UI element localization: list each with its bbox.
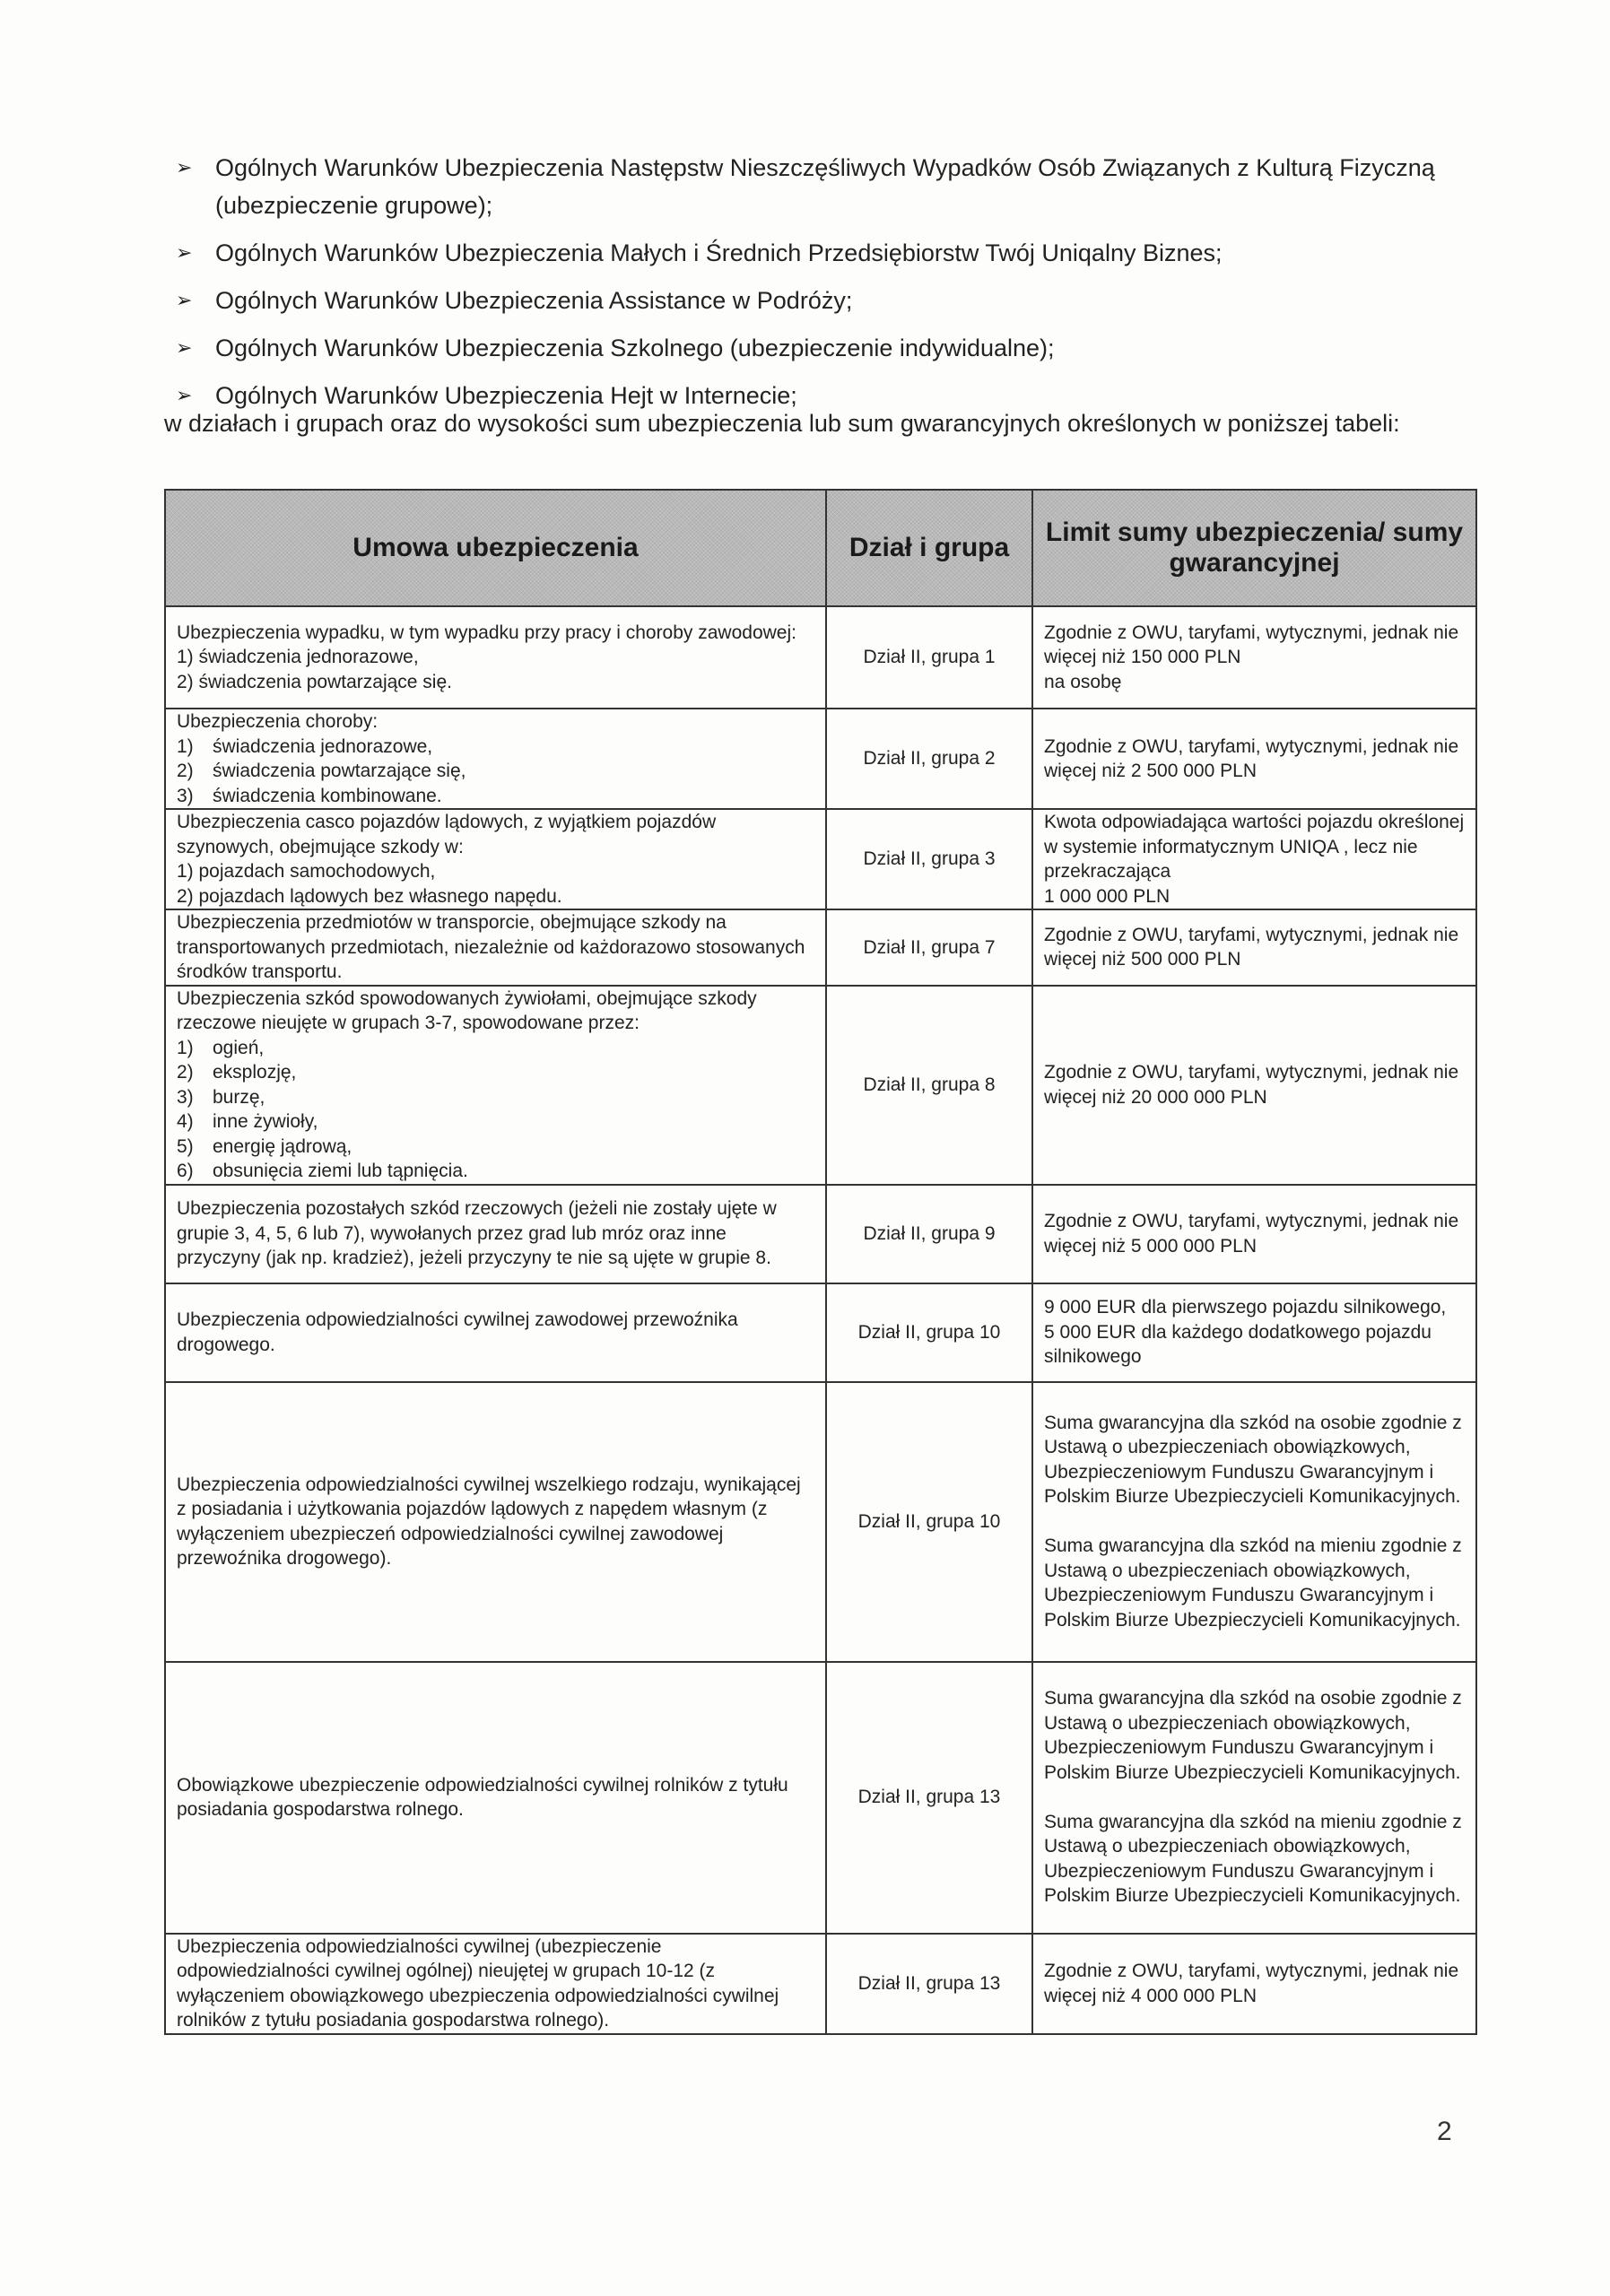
cell-limit: [1032, 1934, 1476, 2034]
table-body: [165, 606, 1476, 2034]
cell-umowa: [165, 986, 826, 1185]
limit-text: 9 000 EUR dla pierwszego pojazdu silnikowego,: [1044, 1297, 1447, 1318]
bullet-text: Ogólnych Warunków Ubezpieczenia Assistance w Podróży;: [215, 287, 853, 314]
limit-text: 5 000 EUR dla każdego dodatkowego pojazdu silnikowego: [1044, 1321, 1437, 1368]
cell-limit: [1032, 1185, 1476, 1283]
umowa-list-item: [177, 1159, 814, 1184]
arrowhead-bullet-icon: ➢: [176, 241, 193, 264]
limit-text: Zgodnie z OWU, taryfami, wytycznymi, jednak nie więcej niż 150 000 PLN: [1044, 622, 1464, 668]
limit-text: [1044, 1785, 1465, 1810]
umowa-list-item: [177, 1109, 814, 1135]
table-row: [165, 986, 1476, 1185]
list-text: świadczenia powtarzające się,: [213, 761, 466, 781]
page-number: 2: [1437, 2117, 1452, 2146]
table-row: [165, 1283, 1476, 1382]
umowa-description: Ubezpieczenia przedmiotów w transporcie, obejmujące szkody na transportowanych przedmiotach, niezależnie od każdorazowo stosowanych środków transportu.: [177, 912, 811, 982]
cell-umowa: [165, 1283, 826, 1382]
umowa-list-item: [177, 735, 814, 760]
limit-text: Suma gwarancyjna dla szkód na osobie zgodnie z Ustawą o ubezpieczeniach obowiązkowych, Ubezpieczeniowym Funduszu Gwarancyjnym i Polskim Biurze Ubezpieczycieli Komunikacyjnych.: [1044, 1688, 1467, 1783]
umowa-description: Ubezpieczenia casco pojazdów lądowych, z wyjątkiem pojazdów szynowych, obejmujące szkody w:: [177, 812, 721, 857]
limit-text: Zgodnie z OWU, taryfami, wytycznymi, jednak nie więcej niż 500 000 PLN: [1044, 924, 1464, 970]
table-row: [165, 909, 1476, 986]
cell-dzial-grupa: Dział II, grupa 8: [826, 986, 1032, 1185]
list-number: 3): [177, 1086, 194, 1108]
bullet-text: Ogólnych Warunków Ubezpieczenia Hejt w Internecie;: [215, 382, 797, 409]
table-row: [165, 809, 1476, 909]
arrowhead-bullet-icon: ➢: [176, 156, 193, 178]
list-number: 6): [177, 1161, 194, 1181]
cell-umowa: [165, 809, 826, 909]
umowa-list-item: [177, 1135, 814, 1160]
cell-limit: [1032, 1382, 1476, 1662]
umowa-list-item: [177, 1036, 814, 1061]
cell-dzial-grupa: Dział II, grupa 13: [826, 1934, 1032, 2034]
limit-text: Kwota odpowiadająca wartości pojazdu określonej w systemie informatycznym UNIQA , lecz nie przekraczająca: [1044, 812, 1469, 882]
header-umowa: Umowa ubezpieczenia: [165, 490, 826, 606]
list-text: świadczenia jednorazowe,: [213, 735, 433, 757]
bullet-item: [176, 234, 1485, 272]
list-number: 2): [177, 761, 194, 781]
umowa-description: Ubezpieczenia odpowiedzialności cywilnej zawodowej przewoźnika drogowego.: [177, 1309, 744, 1355]
intro-paragraph: w działach i grupach oraz do wysokości sum ubezpieczenia lub sum gwarancyjnych określonych w poniższej tabeli:: [164, 410, 1400, 437]
cell-umowa: [165, 1185, 826, 1283]
limit-text: [1044, 1509, 1465, 1535]
umowa-list-item: [177, 1060, 814, 1085]
list-number: 1): [177, 735, 194, 757]
arrowhead-bullet-icon: ➢: [176, 289, 193, 311]
bullet-list: [176, 149, 1485, 424]
cell-dzial-grupa: Dział II, grupa 2: [826, 709, 1032, 809]
cell-limit: [1032, 809, 1476, 909]
header-limit: Limit sumy ubezpieczenia/ sumy gwarancyjnej: [1032, 490, 1476, 606]
list-number: 2): [177, 1062, 194, 1083]
table-row: [165, 1662, 1476, 1934]
umowa-list-item: 1) świadczenia jednorazowe,: [177, 647, 419, 668]
umowa-description: Ubezpieczenia pozostałych szkód rzeczowych (jeżeli nie zostały ujęte w grupie 3, 4, 5, 6 lub 7), wywołanych przez grad lub mróz oraz inne przyczyny (jak np. kradzież), jeżeli przyczyny te nie są ujęte w grupie 8.: [177, 1198, 782, 1269]
umowa-list-item: [177, 1085, 814, 1110]
cell-dzial-grupa: Dział II, grupa 10: [826, 1283, 1032, 1382]
cell-dzial-grupa: Dział II, grupa 1: [826, 606, 1032, 709]
limit-text: 1 000 000 PLN: [1044, 885, 1171, 907]
umowa-description: Obowiązkowe ubezpieczenie odpowiedzialności cywilnej rolników z tytułu posiadania gospodarstwa rolnego.: [177, 1774, 794, 1820]
list-text: obsunięcia ziemi lub tąpnięcia.: [213, 1161, 468, 1181]
arrowhead-bullet-icon: ➢: [176, 384, 193, 406]
bullet-text: Ogólnych Warunków Ubezpieczenia Małych i Średnich Przedsiębiorstw Twój Uniqalny Biznes;: [215, 239, 1223, 266]
cell-umowa: [165, 1662, 826, 1934]
cell-limit: [1032, 909, 1476, 986]
list-text: świadczenia kombinowane.: [213, 785, 442, 806]
umowa-description: Ubezpieczenia odpowiedzialności cywilnej (ubezpieczenie odpowiedzialności cywilnej ogólnej) nieujętej w grupach 10-12 (z wyłączeniem obowiązkowego ubezpieczenia odpowiedzialności cywilnej rolników z tytułu posiadania gospodarstwa rolnego).: [177, 1935, 785, 2031]
list-number: 1): [177, 1037, 194, 1058]
limit-text: Zgodnie z OWU, taryfami, wytycznymi, jednak nie więcej niż 20 000 000 PLN: [1044, 1062, 1464, 1108]
umowa-list-item: 2) pojazdach lądowych bez własnego napędu.: [177, 885, 562, 907]
cell-dzial-grupa: Dział II, grupa 3: [826, 809, 1032, 909]
cell-dzial-grupa: Dział II, grupa 9: [826, 1185, 1032, 1283]
cell-limit: [1032, 1283, 1476, 1382]
list-number: 5): [177, 1135, 194, 1157]
bullet-item: [176, 149, 1485, 224]
list-text: energię jądrową,: [213, 1135, 352, 1157]
cell-dzial-grupa: Dział II, grupa 13: [826, 1662, 1032, 1934]
cell-limit: [1032, 986, 1476, 1185]
table-row: [165, 709, 1476, 809]
limit-text: Zgodnie z OWU, taryfami, wytycznymi, jednak nie więcej niż 5 000 000 PLN: [1044, 1211, 1464, 1257]
umowa-list-item: [177, 784, 814, 809]
list-text: inne żywioły,: [213, 1111, 318, 1132]
cell-umowa: [165, 606, 826, 709]
table-row: [165, 1934, 1476, 2034]
limit-text: Zgodnie z OWU, taryfami, wytycznymi, jednak nie więcej niż 4 000 000 PLN: [1044, 1961, 1464, 2006]
limit-text: Zgodnie z OWU, taryfami, wytycznymi, jednak nie więcej niż 2 500 000 PLN: [1044, 735, 1464, 781]
umowa-list-item: 1) pojazdach samochodowych,: [177, 861, 436, 882]
list-text: ogień,: [213, 1037, 265, 1058]
cell-limit: [1032, 1662, 1476, 1934]
limit-text: na osobę: [1044, 671, 1122, 692]
umowa-description: Ubezpieczenia szkód spowodowanych żywiołami, obejmujące szkody rzeczowe nieujęte w grupach 3-7, spowodowane przez:: [177, 987, 762, 1033]
umowa-description: Ubezpieczenia wypadku, w tym wypadku przy pracy i choroby zawodowej:: [177, 622, 796, 643]
list-number: 4): [177, 1111, 194, 1132]
limit-text: Suma gwarancyjna dla szkód na mieniu zgodnie z Ustawą o ubezpieczeniach obowiązkowych, Ubezpieczeniowym Funduszu Gwarancyjnym i Polskim Biurze Ubezpieczycieli Komunikacyjnych.: [1044, 1535, 1467, 1631]
limit-text: Suma gwarancyjna dla szkód na mieniu zgodnie z Ustawą o ubezpieczeniach obowiązkowych, Ubezpieczeniowym Funduszu Gwarancyjnym i Polskim Biurze Ubezpieczycieli Komunikacyjnych.: [1044, 1811, 1467, 1907]
list-number: 3): [177, 785, 194, 806]
bullet-item: [176, 329, 1485, 367]
table-row: [165, 1185, 1476, 1283]
umowa-list-item: [177, 759, 814, 784]
cell-limit: [1032, 606, 1476, 709]
umowa-description: Ubezpieczenia odpowiedzialności cywilnej wszelkiego rodzaju, wynikającej z posiadania i użytkowania pojazdów lądowych z napędem własnym (z wyłączeniem ubezpieczeń odpowiedzialności cywilnej zawodowej przewoźnika drogowego).: [177, 1474, 806, 1569]
cell-umowa: [165, 1934, 826, 2034]
table-row: [165, 606, 1476, 709]
cell-umowa: [165, 709, 826, 809]
cell-umowa: [165, 909, 826, 986]
umowa-list-item: 2) świadczenia powtarzające się.: [177, 671, 452, 692]
arrowhead-bullet-icon: ➢: [176, 336, 193, 359]
cell-umowa: [165, 1382, 826, 1662]
bullet-text: Ogólnych Warunków Ubezpieczenia Następstw Nieszczęśliwych Wypadków Osób Związanych z Kulturą Fizyczną (ubezpieczenie grupowe);: [215, 154, 1435, 219]
table-row: [165, 1382, 1476, 1662]
bullet-text: Ogólnych Warunków Ubezpieczenia Szkolnego (ubezpieczenie indywidualne);: [215, 335, 1055, 361]
cell-dzial-grupa: Dział II, grupa 10: [826, 1382, 1032, 1662]
header-dzial: Dział i grupa: [826, 490, 1032, 606]
table-header-row: [165, 490, 1476, 606]
umowa-description: Ubezpieczenia choroby:: [177, 711, 379, 732]
insurance-limits-table: [164, 489, 1477, 2035]
limit-text: Suma gwarancyjna dla szkód na osobie zgodnie z Ustawą o ubezpieczeniach obowiązkowych, Ubezpieczeniowym Funduszu Gwarancyjnym i Polskim Biurze Ubezpieczycieli Komunikacyjnych.: [1044, 1412, 1467, 1508]
list-text: burzę,: [213, 1086, 265, 1108]
cell-dzial-grupa: Dział II, grupa 7: [826, 909, 1032, 986]
cell-limit: [1032, 709, 1476, 809]
bullet-item: [176, 282, 1485, 319]
list-text: eksplozję,: [213, 1062, 297, 1083]
